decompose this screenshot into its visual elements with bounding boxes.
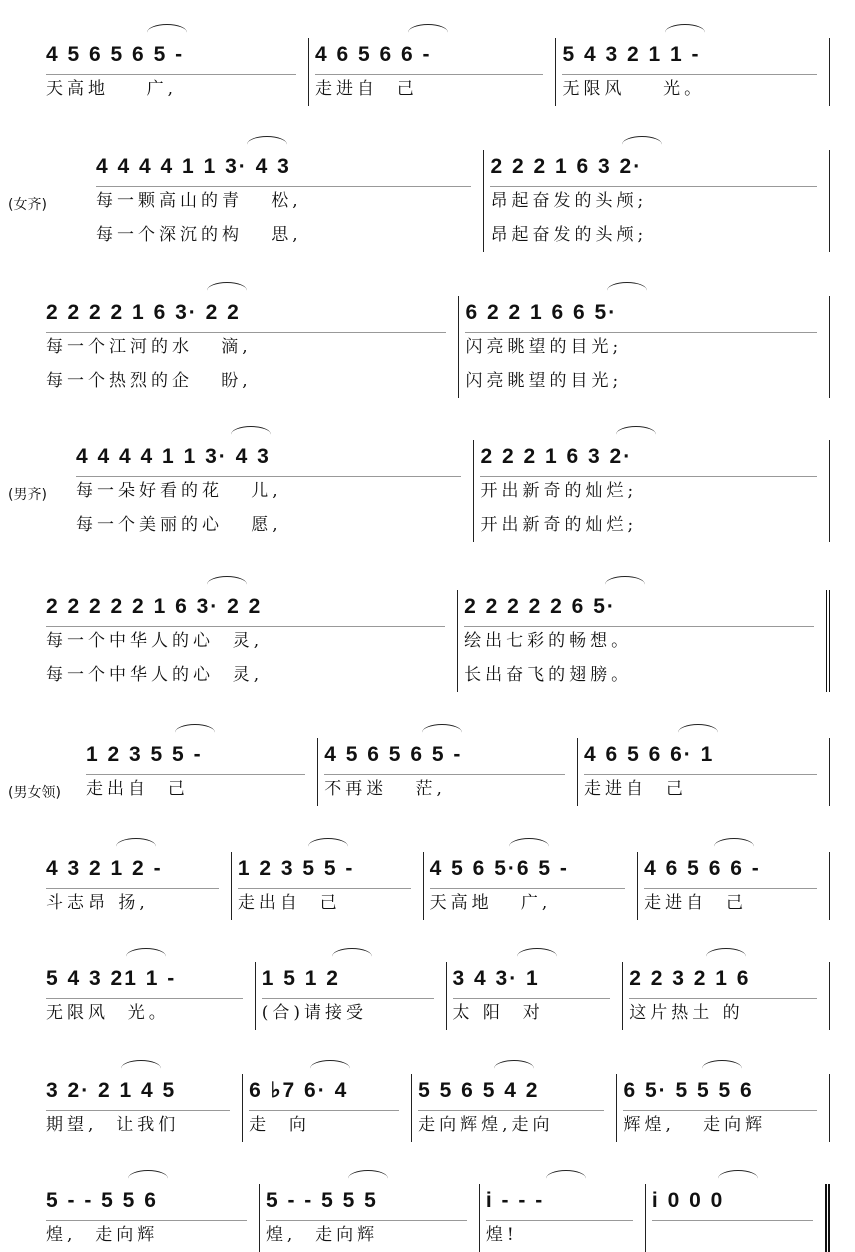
- beam-underline: [584, 774, 817, 775]
- lyric-line: [652, 1218, 819, 1252]
- measure-row: [0, 150, 830, 252]
- beam-underline: [430, 888, 626, 889]
- measure: [90, 150, 484, 252]
- slur-mark: [622, 136, 662, 153]
- jianpu-notes: 5 - - 5 5 6: [46, 1189, 158, 1212]
- measure: [646, 1184, 830, 1252]
- score-system: [0, 1184, 855, 1252]
- jianpu-notes: 2 2 2 1 6 3 2·: [480, 445, 633, 468]
- measure: [447, 962, 624, 1030]
- lyric-line: 天高地 广,: [429, 893, 552, 913]
- beam-underline: [46, 626, 445, 627]
- beam-underline: [266, 1220, 467, 1221]
- slur-mark: [126, 948, 166, 965]
- part-label: (男女领): [8, 785, 61, 801]
- measure: [40, 590, 458, 692]
- score-system: [0, 150, 855, 252]
- slur-mark: [509, 838, 549, 855]
- measure-row: [0, 1074, 830, 1142]
- slur-mark: [231, 426, 271, 443]
- slur-mark: [408, 24, 448, 41]
- measure: [260, 1184, 480, 1252]
- slur-mark: [665, 24, 705, 41]
- part-label: (女齐): [8, 197, 47, 213]
- lyric-line: 每一个中华人的心 灵,: [46, 631, 264, 651]
- lyric-line: 煌!: [485, 1225, 518, 1245]
- lyric-line: 这片热土 的: [629, 1003, 744, 1023]
- lyric-line: (合)请接受: [261, 1003, 368, 1023]
- jianpu-notes: 1 2 3 5 5 -: [237, 857, 355, 880]
- slur-mark: [546, 1170, 586, 1187]
- measure: [80, 738, 318, 806]
- jianpu-notes: 4 4 4 4 1 1 3· 4 3: [76, 445, 271, 468]
- score-system: [0, 852, 855, 920]
- lyric-line: 每一朵好看的花 儿,: [76, 481, 282, 501]
- lyric-line: 煌, 走向辉: [265, 1225, 379, 1245]
- lyric-line: 辉煌, 走向辉: [623, 1115, 767, 1135]
- lyric-line: 闪亮眺望的目光;: [465, 371, 623, 391]
- measure-row: [0, 738, 830, 806]
- measure-row: [0, 852, 830, 920]
- measure: [232, 852, 424, 920]
- lyric-line: 长出奋飞的翅膀。: [464, 665, 633, 685]
- beam-underline: [623, 1110, 817, 1111]
- slur-mark: [207, 576, 247, 593]
- lyric-line: 每一个深沉的构 思,: [96, 225, 302, 245]
- slur-mark: [207, 282, 247, 299]
- jianpu-notes: 6 ♭7 6· 4: [249, 1079, 349, 1102]
- lyric-line: 绘出七彩的畅想。: [464, 631, 633, 651]
- lyric-line: 每一个江河的水 滴,: [46, 337, 252, 357]
- measure: [638, 852, 830, 920]
- slur-mark: [517, 948, 557, 965]
- beam-underline: [46, 888, 219, 889]
- lyric-line: 无限风 光。: [46, 1003, 170, 1023]
- measure: [458, 590, 830, 692]
- measure: [480, 1184, 646, 1252]
- jianpu-notes: 1 5 1 2: [261, 967, 340, 990]
- lyric-line: 走进自 己: [314, 79, 418, 99]
- measure: [484, 150, 830, 252]
- jianpu-notes: 5 4 3 21 1 -: [46, 967, 177, 990]
- measure: [617, 1074, 830, 1142]
- beam-underline: [418, 1110, 604, 1111]
- jianpu-notes: i - - -: [485, 1189, 545, 1212]
- measure: [309, 38, 556, 106]
- lyric-line: 走进自 己: [644, 893, 747, 913]
- beam-underline: [46, 1220, 247, 1221]
- measure: [70, 440, 474, 542]
- lyric-line: 昂起奋发的头颅;: [490, 225, 648, 245]
- beam-underline: [629, 998, 817, 999]
- score-system: [0, 590, 855, 692]
- jianpu-notes: 2 2 3 2 1 6: [629, 967, 751, 990]
- beam-underline: [96, 186, 471, 187]
- jianpu-notes: 4 3 2 1 2 -: [46, 857, 163, 880]
- jianpu-notes: 4 4 4 4 1 1 3· 4 3: [96, 155, 291, 178]
- lyric-line: 天高地 广,: [46, 79, 178, 99]
- beam-underline: [249, 1110, 399, 1111]
- lyric-line: 每一个中华人的心 灵,: [46, 665, 264, 685]
- lyric-line: 闪亮眺望的目光;: [465, 337, 623, 357]
- measure: [40, 852, 232, 920]
- jianpu-notes: 5 4 3 2 1 1 -: [562, 43, 701, 66]
- lyric-line: 走出自 己: [237, 893, 341, 913]
- measure: [556, 38, 830, 106]
- measure: [40, 962, 256, 1030]
- lyric-line: 开出新奇的灿烂;: [480, 515, 638, 535]
- slur-mark: [128, 1170, 168, 1187]
- slur-mark: [718, 1170, 758, 1187]
- measure: [412, 1074, 617, 1142]
- measure: [243, 1074, 412, 1142]
- beam-underline: [562, 74, 817, 75]
- jianpu-notes: 4 6 5 6 6 -: [314, 43, 432, 66]
- slur-mark: [247, 136, 287, 153]
- beam-underline: [465, 332, 817, 333]
- beam-underline: [238, 888, 411, 889]
- beam-underline: [324, 774, 565, 775]
- beam-underline: [453, 998, 611, 999]
- lyric-line: 每一个热烈的企 盼,: [46, 371, 252, 391]
- lyric-line: 每一颗高山的青 松,: [96, 191, 302, 211]
- measure-row: [0, 590, 830, 692]
- beam-underline: [86, 774, 305, 775]
- slur-mark: [616, 426, 656, 443]
- measure-row: [0, 296, 830, 398]
- slur-mark: [332, 948, 372, 965]
- lyric-line: 斗志昂 扬,: [46, 893, 149, 913]
- slur-mark: [605, 576, 645, 593]
- measure: [318, 738, 578, 806]
- slur-mark: [348, 1170, 388, 1187]
- beam-underline: [315, 74, 543, 75]
- beam-underline: [46, 1110, 230, 1111]
- lyric-line: 走向辉煌,走向: [418, 1115, 554, 1135]
- lyric-line: 开出新奇的灿烂;: [480, 481, 638, 501]
- lyric-line: 每一个美丽的心 愿,: [76, 515, 282, 535]
- slur-mark: [714, 838, 754, 855]
- measure: [578, 738, 830, 806]
- jianpu-notes: 3 4 3· 1: [452, 967, 540, 990]
- score-system: [0, 38, 855, 106]
- jianpu-notes: 6 5· 5 5 5 6: [623, 1079, 754, 1102]
- jianpu-notes: 2 2 2 1 6 3 2·: [490, 155, 643, 178]
- jianpu-notes: 2 2 2 2 1 6 3· 2 2: [46, 301, 241, 324]
- score-system: [0, 440, 855, 542]
- jianpu-notes: 3 2· 2 1 4 5: [46, 1079, 177, 1102]
- jianpu-notes: i 0 0 0: [651, 1189, 725, 1212]
- jianpu-notes: 2 2 2 2 2 6 5·: [464, 595, 616, 618]
- slur-mark: [147, 24, 187, 41]
- jianpu-notes: 5 - - 5 5 5: [265, 1189, 378, 1212]
- beam-underline: [490, 186, 817, 187]
- slur-mark: [494, 1060, 534, 1077]
- jianpu-notes: 2 2 2 2 2 1 6 3· 2 2: [46, 595, 263, 618]
- beam-underline: [486, 1220, 633, 1221]
- lyric-line: 走 向: [249, 1115, 310, 1135]
- lyric-line: 太 阳 对: [452, 1003, 544, 1023]
- beam-underline: [46, 998, 243, 999]
- slur-mark: [175, 724, 215, 741]
- beam-underline: [262, 998, 434, 999]
- jianpu-notes: 4 6 5 6 6 -: [644, 857, 761, 880]
- beam-underline: [46, 74, 296, 75]
- slur-mark: [678, 724, 718, 741]
- score-system: [0, 962, 855, 1030]
- beam-underline: [644, 888, 817, 889]
- score-system: [0, 1074, 855, 1142]
- jianpu-notes: 6 2 2 1 6 6 5·: [465, 301, 618, 324]
- jianpu-notes: 4 5 6 5 6 5 -: [46, 43, 185, 66]
- beam-underline: [652, 1220, 813, 1221]
- jianpu-notes: 4 5 6 5·6 5 -: [429, 857, 569, 880]
- lyric-line: 走出自 己: [86, 779, 189, 799]
- lyric-line: 无限风 光。: [562, 79, 706, 99]
- measure: [623, 962, 830, 1030]
- slur-mark: [121, 1060, 161, 1077]
- measure: [459, 296, 830, 398]
- measure-row: [0, 1184, 830, 1252]
- jianpu-notes: 1 2 3 5 5 -: [86, 743, 203, 766]
- measure-row: [0, 962, 830, 1030]
- lyric-line: 走进自 己: [584, 779, 687, 799]
- beam-underline: [464, 626, 814, 627]
- slur-mark: [607, 282, 647, 299]
- lyric-line: 不再迷 茫,: [324, 779, 446, 799]
- jianpu-notes: 4 5 6 5 6 5 -: [324, 743, 463, 766]
- jianpu-notes: 4 6 5 6 6· 1: [584, 743, 715, 766]
- slur-mark: [308, 838, 348, 855]
- jianpu-notes: 5 5 6 5 4 2: [418, 1079, 540, 1102]
- measure: [256, 962, 447, 1030]
- lyric-line: 煌, 走向辉: [46, 1225, 159, 1245]
- lyric-line: 期望, 让我们: [46, 1115, 180, 1135]
- beam-underline: [480, 476, 817, 477]
- slur-mark: [116, 838, 156, 855]
- measure-row: [0, 440, 830, 542]
- measure: [40, 296, 459, 398]
- score-system: [0, 738, 855, 806]
- score-system: [0, 296, 855, 398]
- slur-mark: [310, 1060, 350, 1077]
- measure-row: [0, 38, 830, 106]
- measure: [40, 1184, 260, 1252]
- measure: [40, 38, 309, 106]
- measure: [474, 440, 830, 542]
- lyric-line: 昂起奋发的头颅;: [490, 191, 648, 211]
- part-label: (男齐): [8, 487, 47, 503]
- beam-underline: [46, 332, 446, 333]
- slur-mark: [422, 724, 462, 741]
- measure: [424, 852, 639, 920]
- slur-mark: [706, 948, 746, 965]
- slur-mark: [702, 1060, 742, 1077]
- measure: [40, 1074, 243, 1142]
- beam-underline: [76, 476, 461, 477]
